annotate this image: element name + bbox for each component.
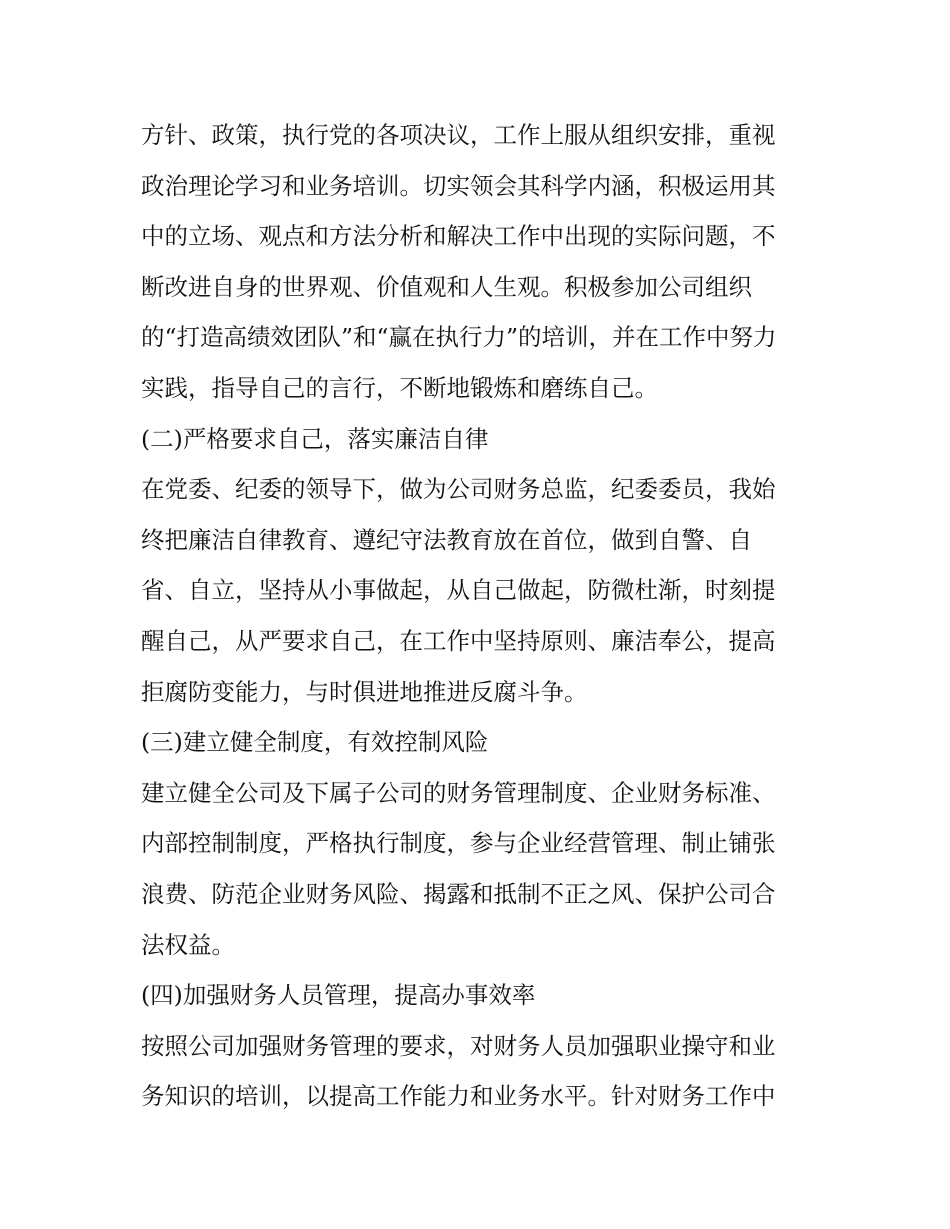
body-line: 建立健全公司及下属子公司的财务管理制度、企业财务标准、 — [141, 778, 776, 807]
body-line: 在党委、纪委的领导下，做为公司财务总监，纪委委员，我始 — [141, 475, 776, 504]
body-line: 的“打造高绩效团队”和“赢在执行力”的培训，并在工作中努力 — [141, 323, 777, 352]
body-line: 拒腐防变能力，与时俱进地推进反腐斗争。 — [141, 677, 588, 706]
body-line: 务知识的培训，以提高工作能力和业务水平。针对财务工作中 — [141, 1082, 776, 1111]
section-heading: (二)严格要求自己，落实廉洁自律 — [141, 424, 489, 453]
body-line: 政治理论学习和业务培训。切实领会其科学内涵，积极运用其 — [141, 171, 776, 200]
body-line: 断改进自身的世界观、价值观和人生观。积极参加公司组织 — [141, 272, 752, 301]
body-line: 中的立场、观点和方法分析和解决工作中出现的实际问题，不 — [141, 222, 776, 251]
body-line: 方针、政策，执行党的各项决议，工作上服从组织安排，重视 — [141, 121, 776, 149]
section-heading: (三)建立健全制度，有效控制风险 — [141, 728, 489, 757]
body-line: 实践，指导自己的言行，不断地锻炼和磨练自己。 — [141, 373, 658, 402]
section-heading: (四)加强财务人员管理，提高办事效率 — [141, 981, 536, 1010]
body-line: 法权益。 — [141, 930, 235, 959]
body-line: 省、自立，坚持从小事做起，从自己做起，防微杜渐，时刻提 — [141, 576, 776, 605]
body-line: 终把廉洁自律教育、遵纪守法教育放在首位，做到自警、自 — [141, 525, 752, 554]
body-line: 醒自己，从严要求自己，在工作中坚持原则、廉洁奉公，提高 — [141, 626, 776, 655]
document-body — [141, 110, 813, 1122]
body-line: 内部控制制度，严格执行制度，参与企业经营管理、制止铺张 — [141, 829, 776, 858]
body-line: 按照公司加强财务管理的要求，对财务人员加强职业操守和业 — [141, 1031, 776, 1060]
body-line: 浪费、防范企业财务风险、揭露和抵制不正之风、保护公司合 — [141, 879, 776, 908]
